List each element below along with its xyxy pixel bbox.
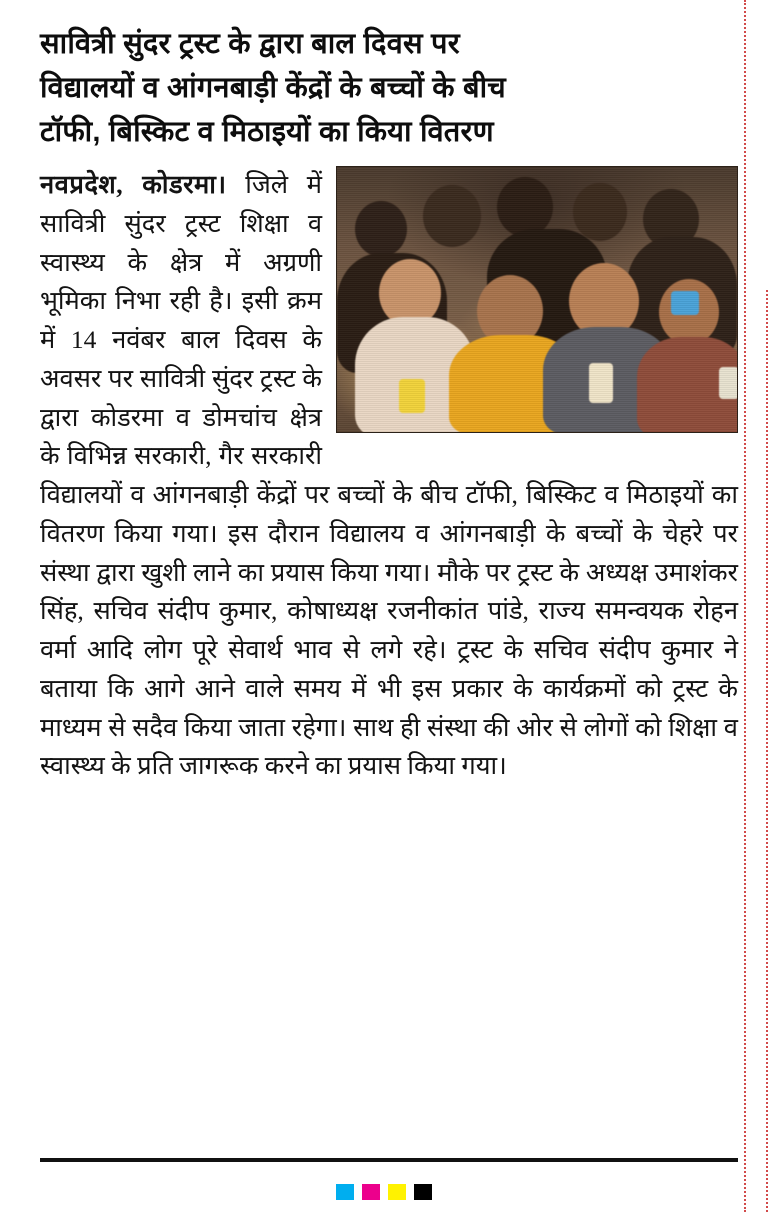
article-text: जिले में सावित्री सुंदर ट्रस्ट शिक्षा व स्वास्थ्य के क्षेत्र में अग्रणी भूमिका निभा रही है। इसी क्रम में 14 नवंबर बाल दिवस के अवसर पर सावित्री सुंदर ट्रस्ट के द्वारा कोडरमा व डोमचांच क्षेत्र के विभिन्न सरकारी, गैर सरकारी विद्यालयों व आंगनबाड़ी केंद्रों पर बच्चों के बीच टॉफी, बिस्किट व मिठाइयों का वितरण किया गया। इस दौरान विद्यालय व आंगनबाड़ी के बच्चों के चेहरे पर संस्था द्वारा खुशी लाने का प्रयास किया गया। मौके पर ट्रस्ट के अध्यक्ष उमाशंकर सिंह, सचिव संदीप कुमार, कोषाध्यक्ष रजनीकांत पांडे, राज्य समन्वयक रोहन वर्मा आदि लोग पूरे सेवार्थ भाव से लगे रहे। ट्रस्ट के सचिव संदीप कुमार ने बताया कि आगे आने वाले समय में भी इस प्रकार के कार्यक्रमों को ट्रस्ट के माध्यम से सदैव किया जाता रहेगा। साथ ही संस्था की ओर से लोगों को शिक्षा व स्वास्थ्य के प्रति जागरूक करने का प्रयास किया गया। <box>40 170 738 781</box>
swatch-black <box>414 1184 432 1200</box>
swatch-cyan <box>336 1184 354 1200</box>
photo-image <box>337 167 737 432</box>
dateline: नवप्रदेश, कोडरमा। <box>40 170 227 200</box>
article-photo <box>336 166 738 433</box>
bottom-divider <box>40 1158 738 1162</box>
headline-line-2: विद्यालयों व आंगनबाड़ी केंद्रों के बच्चों के बीच <box>40 72 506 105</box>
headline-line-1: सावित्री सुंदर ट्रस्ट के द्वारा बाल दिवस पर <box>40 28 460 60</box>
registration-marks <box>0 1184 768 1200</box>
article-body <box>40 166 738 786</box>
swatch-magenta <box>362 1184 380 1200</box>
swatch-yellow <box>388 1184 406 1200</box>
page-title <box>40 22 700 154</box>
headline-line-3: टॉफी, बिस्किट व मिठाइयों का किया वितरण <box>40 116 494 149</box>
column-separator-right-outer <box>744 0 746 1212</box>
clipping-page <box>40 0 740 1212</box>
